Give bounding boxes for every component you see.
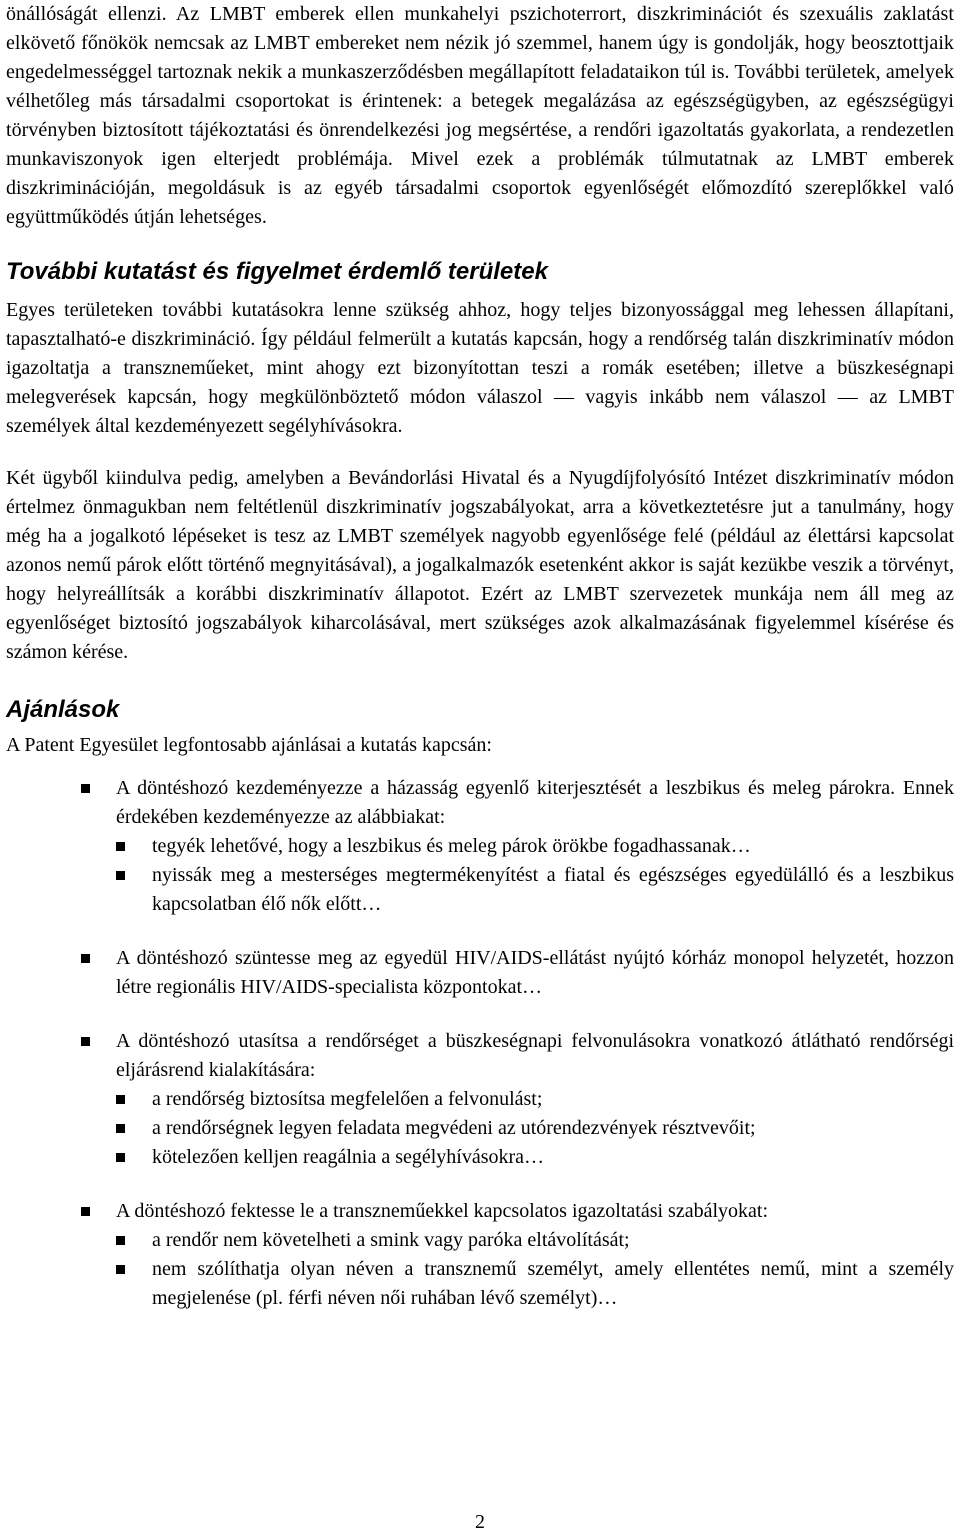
recommendation-text: A döntéshozó utasítsa a rendőrséget a büszkeségnapi felvonulásokra vonatkozó átlátható rendőrségi eljárásrend kialakítására:	[116, 1030, 954, 1081]
square-bullet-icon	[116, 1124, 125, 1133]
intro-paragraph: önállóságát ellenzi. Az LMBT emberek ellen munkahelyi pszichoterrort, diszkriminációt és szexuális zaklatást elkövető főnökök nemcsak az LMBT embereket nem nézik jó szemmel, hanem úgy is gondolják, hogy beosztottjaik engedelmességgel tartoznak nekik a munkaszerződésben megállapított feladataikon túl is. További területek, amelyek vélhetőleg más társadalmi csoportokat is érintenek: a betegek megalázása az egészségügyben, az egészségügyi törvényben biztosított tájékoztatási és önrendelkezési jog megsértése, a rendőri igazoltatás gyakorlata, a rendezetlen munkaviszonyok igen elterjedt problémája. Mivel ezek a problémák túlmutatnak az LMBT emberek diszkriminációján, megoldásuk is az egyéb társadalmi csoportok egyenlőségét előmozdító szereplőkkel való együttműködés útján lehetséges.	[6, 3, 954, 228]
square-bullet-icon	[116, 1236, 125, 1245]
recommendation-subitem	[116, 832, 954, 861]
recommendation-item	[6, 1197, 954, 1313]
recommendation-subitem-text: nyissák meg a mesterséges megtermékenyítést a fiatal és egészséges egyedülálló és a leszbikus kapcsolatban élő nők előtt…	[152, 864, 954, 915]
recommendation-item	[6, 774, 954, 919]
square-bullet-icon	[81, 784, 90, 793]
section-heading-research: További kutatást és figyelmet érdemlő területek	[6, 258, 548, 285]
recommendation-subitem-text: kötelezően kelljen reagálnia a segélyhívásokra…	[152, 1146, 545, 1168]
square-bullet-icon	[81, 954, 90, 963]
recommendation-sublist	[116, 832, 954, 919]
recommendations-intro: A Patent Egyesület legfontosabb ajánlásai a kutatás kapcsán:	[6, 734, 492, 756]
recommendation-sublist	[116, 1085, 954, 1172]
square-bullet-icon	[116, 1265, 125, 1274]
recommendation-subitem	[116, 1226, 954, 1255]
recommendation-sublist	[116, 1226, 954, 1313]
recommendation-subitem	[116, 1114, 954, 1143]
recommendation-subitem	[116, 1255, 954, 1313]
recommendation-subitem	[116, 1085, 954, 1114]
recommendation-item	[6, 1027, 954, 1172]
square-bullet-icon	[81, 1037, 90, 1046]
recommendation-subitem-text: a rendőrségnek legyen feladata megvédeni az utórendezvények résztvevőit;	[152, 1117, 756, 1139]
document-page	[6, 0, 954, 1338]
recommendation-subitem-text: a rendőrség biztosítsa megfelelően a felvonulást;	[152, 1088, 543, 1110]
square-bullet-icon	[116, 1095, 125, 1104]
recommendations-list	[6, 774, 954, 1313]
page-number: 2	[475, 1511, 485, 1533]
section-heading-recommendations: Ajánlások	[6, 696, 120, 723]
recommendation-subitem-text: a rendőr nem követelheti a smink vagy paróka eltávolítását;	[152, 1229, 630, 1251]
recommendation-subitem-text: tegyék lehetővé, hogy a leszbikus és meleg párok örökbe fogadhassanak…	[152, 835, 751, 857]
recommendation-text: A döntéshozó szüntesse meg az egyedül HIV/AIDS-ellátást nyújtó kórház monopol helyzetét, hozzon létre regionális HIV/AIDS-specialista központokat…	[116, 947, 954, 998]
recommendation-subitem	[116, 1143, 954, 1172]
research-paragraph-2: Két ügyből kiindulva pedig, amelyben a Bevándorlási Hivatal és a Nyugdíjfolyósító Intézet diszkriminatív módon értelmez önmagukban nem feltétlenül diszkriminatív jogszabályokat, arra a következtetésre jut a tanulmány, hogy még ha a jogalkotó lépéseket is tesz az LMBT személyek nagyobb egyenlősége felé (például az élettársi kapcsolat azonos nemű párok előtt történő megnyitásával), a jogalkalmazók esetenként akkor is saját kezükbe veszik a törvényt, hogy helyreállítsák a korábbi diszkriminatív állapotot. Ezért az LMBT szervezetek munkája nem áll meg az egyenlőséget biztosító jogszabályok kiharcolásával, mert szükséges azok alkalmazásának figyelemmel kísérése és számon kérése.	[6, 467, 954, 663]
recommendation-text: A döntéshozó kezdeményezze a házasság egyenlő kiterjesztését a leszbikus és meleg párokra. Ennek érdekében kezdeményezze az alábbiakat:	[116, 777, 954, 828]
square-bullet-icon	[116, 842, 125, 851]
square-bullet-icon	[81, 1207, 90, 1216]
recommendation-subitem-text: nem szólíthatja olyan néven a transznemű személyt, amely ellentétes nemű, mint a személy megjelenése (pl. férfi néven női ruhában lévő személyt)…	[152, 1258, 954, 1309]
recommendation-subitem	[116, 861, 954, 919]
square-bullet-icon	[116, 1153, 125, 1162]
square-bullet-icon	[116, 871, 125, 880]
recommendation-text: A döntéshozó fektesse le a transzneműekkel kapcsolatos igazoltatási szabályokat:	[116, 1200, 769, 1222]
recommendation-item	[6, 944, 954, 1002]
research-paragraph-1: Egyes területeken további kutatásokra lenne szükség ahhoz, hogy teljes bizonyossággal meg lehessen állapítani, tapasztalható-e diszkrimináció. Így például felmerült a kutatás kapcsán, hogy a rendőrség talán diszkriminatív módon igazoltatja a transzneműeket, mint ahogy ezt bizonyítottan teszi a romák esetében; illetve a büszkeségnapi melegverések kapcsán, hogy megkülönböztető módon válaszol — vagyis inkább nem válaszol — az LMBT személyek által kezdeményezett segélyhívásokra.	[6, 299, 954, 437]
